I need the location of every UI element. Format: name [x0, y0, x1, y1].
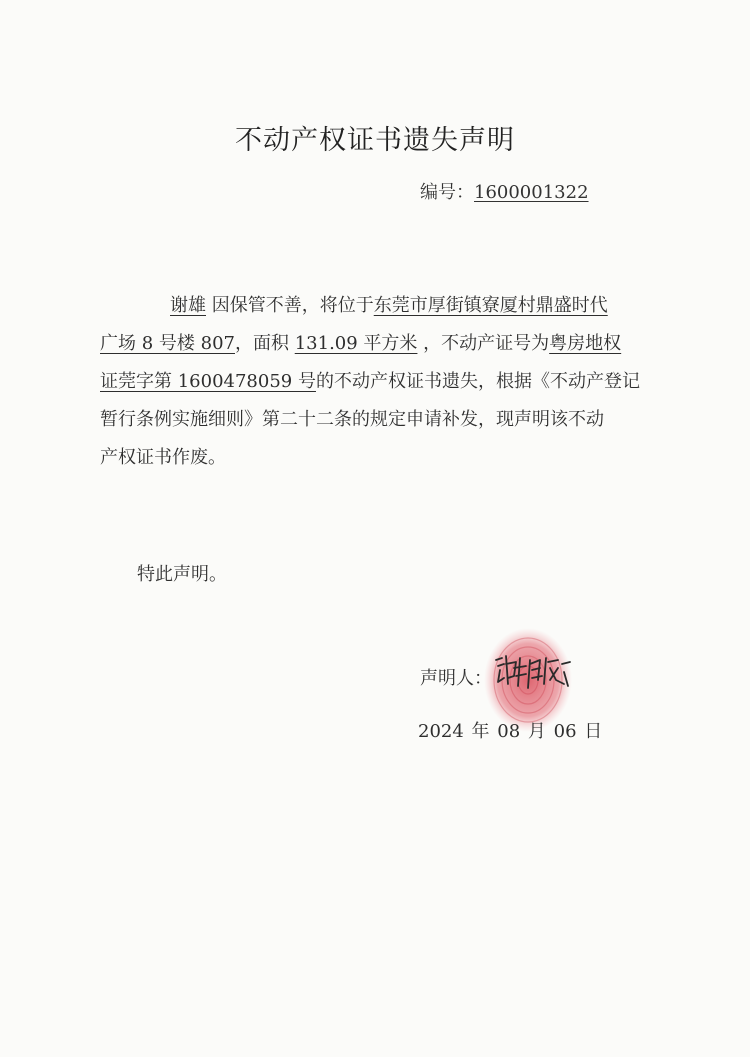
body-line-4: 暂行条例实施细则》第二十二条的规定申请补发，现声明该不动: [100, 409, 604, 430]
body-line-3: [100, 363, 665, 401]
property-address-part1: 东莞市厚街镇寮厦村鼎盛时代: [373, 295, 608, 316]
declaration-body: [100, 287, 665, 477]
document-number-label: 编号：: [420, 182, 474, 203]
date-year-unit: 年: [471, 721, 490, 742]
date-month-unit: 月: [527, 721, 546, 742]
body-line-1: [100, 287, 665, 325]
area-value: 131.09 平方米: [294, 333, 418, 354]
document-number-value: 1600001322: [474, 182, 589, 203]
certificate-label: ，不动产证号为: [423, 333, 550, 354]
declarant: [420, 664, 492, 690]
handwritten-signature: [492, 650, 574, 694]
certificate-number-part1: 粤房地权: [549, 333, 622, 354]
document-number: [420, 178, 589, 204]
body-text-segment: 因保管不善，将位于: [211, 295, 374, 316]
body-line-5: 产权证书作废。: [100, 447, 226, 468]
area-label: ，面积: [234, 333, 289, 354]
closing-statement: 特此声明。: [137, 564, 227, 585]
property-address-part2: 广场 8 号楼 807: [100, 333, 235, 354]
owner-name: 谢雄: [170, 295, 206, 316]
document-title: 不动产权证书遗失声明: [235, 125, 515, 156]
date-day: 06: [553, 721, 577, 742]
body-text-segment: 的不动产权证书遗失，根据《不动产登记: [315, 371, 640, 392]
declarant-label: 声明人：: [420, 668, 492, 689]
declaration-date: [418, 717, 602, 743]
certificate-number-part2: 证莞字第 1600478059 号: [100, 371, 316, 392]
date-month: 08: [497, 721, 521, 742]
date-year: 2024: [418, 721, 464, 742]
date-day-unit: 日: [584, 721, 603, 742]
body-line-2: [100, 325, 665, 363]
